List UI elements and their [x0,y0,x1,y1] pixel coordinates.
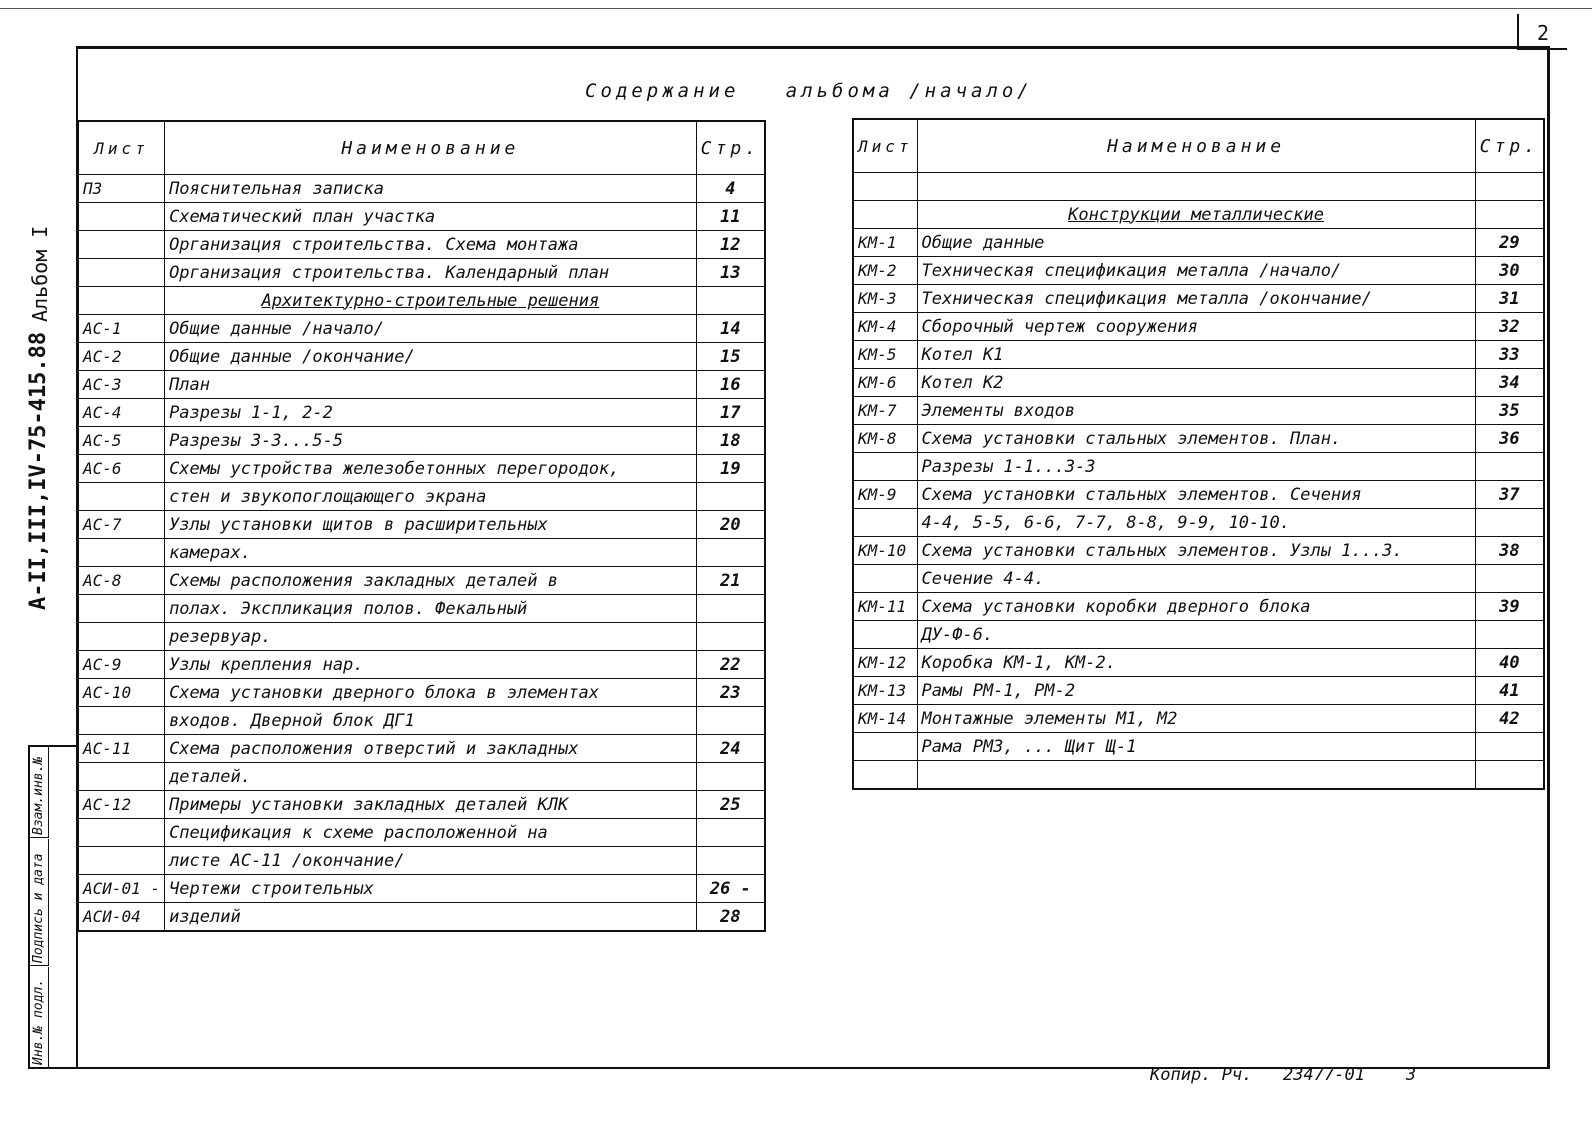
row-name: Схемы расположения закладных деталей в [165,567,697,595]
row-sheet: АС-10 [78,679,165,707]
row-sheet: АС-3 [78,371,165,399]
table-row [853,537,1544,565]
row-sheet: АС-2 [78,343,165,371]
row-sheet: КМ-12 [853,649,917,677]
table-row [78,399,765,427]
row-page: 32 [1475,313,1544,341]
footer-copy-number: Копир. Рч. 23477-01 3 [1150,1065,1417,1085]
row-name: Разрезы 3-3...5-5 [165,427,697,455]
row-sheet: АС-5 [78,427,165,455]
row-name: Схематический план участка [165,203,697,231]
row-page [1475,621,1544,649]
table-row [78,203,765,231]
row-sheet [78,259,165,287]
row-sheet: КМ-9 [853,481,917,509]
row-name: Сборочный чертеж сооружения [917,313,1475,341]
table-row [853,397,1544,425]
table-row [853,257,1544,285]
table-row [78,791,765,819]
row-sheet: КМ-2 [853,257,917,285]
row-name: Организация строительства. Календарный план [165,259,697,287]
row-page: 22 [696,651,765,679]
row-name: Элементы входов [917,397,1475,425]
table-row [853,425,1544,453]
table-row [78,259,765,287]
row-name: Общие данные /начало/ [165,315,697,343]
row-sheet [853,565,917,593]
table-row [853,621,1544,649]
row-sheet: АС-12 [78,791,165,819]
row-page [1475,173,1544,201]
row-name [917,173,1475,201]
row-page [1475,733,1544,761]
col-sheet: Лист [78,121,165,175]
row-sheet [78,763,165,791]
row-name: Схемы устройства железобетонных перегородок, [165,455,697,483]
row-page: 19 [696,455,765,483]
table-row [78,175,765,203]
row-name: Схема установки дверного блока в элементах [165,679,697,707]
table-row [853,593,1544,621]
row-sheet [78,595,165,623]
row-page: 13 [696,259,765,287]
row-sheet: АСИ-04 [78,903,165,932]
row-page: 23 [696,679,765,707]
col-name: Наименование [165,121,697,175]
row-name: листе АС-11 /окончание/ [165,847,697,875]
row-sheet: АС-11 [78,735,165,763]
row-sheet: АС-8 [78,567,165,595]
row-sheet [853,201,917,229]
col-name: Наименование [917,119,1475,173]
row-page [696,595,765,623]
row-sheet: КМ-3 [853,285,917,313]
table-row [78,903,765,932]
row-page [696,539,765,567]
row-sheet [78,203,165,231]
table-row [853,509,1544,537]
side-stamp [28,745,76,1069]
row-sheet: КМ-8 [853,425,917,453]
row-name: Сечение 4-4. [917,565,1475,593]
row-page: 26 - [696,875,765,903]
row-sheet [853,453,917,481]
table-row [78,511,765,539]
row-page: 14 [696,315,765,343]
row-sheet: АСИ-01 - [78,875,165,903]
row-sheet [78,231,165,259]
table-row [78,707,765,735]
row-name: Схема расположения отверстий и закладных [165,735,697,763]
stamp-vzam: Взам.инв.№ [31,756,46,835]
table-row [78,623,765,651]
table-row [853,229,1544,257]
row-name: входов. Дверной блок ДГ1 [165,707,697,735]
table-row [78,567,765,595]
table-row [853,481,1544,509]
row-page: 30 [1475,257,1544,285]
table-row [853,201,1544,229]
row-sheet [78,819,165,847]
table-row [853,341,1544,369]
row-name: Разрезы 1-1...3-3 [917,453,1475,481]
row-sheet: АС-4 [78,399,165,427]
row-sheet [78,707,165,735]
row-page: 34 [1475,369,1544,397]
row-name: Схема установки стальных элементов. Узлы 1...3. [917,537,1475,565]
col-page: Стр. [696,121,765,175]
row-sheet: КМ-10 [853,537,917,565]
row-page: 41 [1475,677,1544,705]
row-name: Архитектурно-строительные решения [165,287,697,315]
row-page [696,847,765,875]
contents-table-right [852,118,1545,790]
row-name: Коробка КМ-1, КМ-2. [917,649,1475,677]
table-row [853,313,1544,341]
table-row [78,875,765,903]
table-row [853,285,1544,313]
row-name: ДУ-Ф-6. [917,621,1475,649]
table-row [78,343,765,371]
row-sheet [853,509,917,537]
row-sheet [78,847,165,875]
table-row [78,371,765,399]
document-code: А-II,III,IV-75-415.88 [26,331,51,610]
row-name: Котел К1 [917,341,1475,369]
row-page [696,483,765,511]
row-page [696,287,765,315]
table-row [78,483,765,511]
row-sheet [78,539,165,567]
row-page: 17 [696,399,765,427]
row-sheet [78,623,165,651]
row-page [1475,761,1544,790]
row-sheet [78,483,165,511]
table-row [853,705,1544,733]
row-name: Конструкции металлические [917,201,1475,229]
row-page: 16 [696,371,765,399]
col-page: Стр. [1475,119,1544,173]
row-page: 37 [1475,481,1544,509]
row-name: Разрезы 1-1, 2-2 [165,399,697,427]
row-page: 21 [696,567,765,595]
row-page: 42 [1475,705,1544,733]
top-border-line [0,8,1592,9]
row-page [1475,509,1544,537]
page-number: 2 [1517,14,1567,50]
row-name: 4-4, 5-5, 6-6, 7-7, 8-8, 9-9, 10-10. [917,509,1475,537]
row-page [1475,453,1544,481]
row-sheet [853,733,917,761]
row-sheet: АС-9 [78,651,165,679]
table-row [853,649,1544,677]
row-sheet: КМ-7 [853,397,917,425]
row-name: Техническая спецификация металла /начало/ [917,257,1475,285]
row-page: 36 [1475,425,1544,453]
row-name: Схема установки коробки дверного блока [917,593,1475,621]
album-label: Альбом I [28,225,52,322]
table-row [78,231,765,259]
row-sheet [78,287,165,315]
row-page: 33 [1475,341,1544,369]
row-page: 40 [1475,649,1544,677]
row-name: изделий [165,903,697,932]
row-page [1475,201,1544,229]
row-page: 11 [696,203,765,231]
row-page: 12 [696,231,765,259]
row-sheet: АС-1 [78,315,165,343]
row-name: Техническая спецификация металла /окончание/ [917,285,1475,313]
table-row [853,733,1544,761]
contents-table-left [77,120,766,932]
table-row [853,565,1544,593]
row-sheet: КМ-11 [853,593,917,621]
row-name [917,761,1475,790]
row-name: деталей. [165,763,697,791]
table-row [78,847,765,875]
row-name: Общие данные /окончание/ [165,343,697,371]
row-name: Рамы РМ-1, РМ-2 [917,677,1475,705]
row-name: Общие данные [917,229,1475,257]
row-page: 4 [696,175,765,203]
row-sheet: КМ-1 [853,229,917,257]
row-sheet: КМ-14 [853,705,917,733]
row-name: Схема установки стальных элементов. Сечения [917,481,1475,509]
table-row [78,595,765,623]
table-row [78,315,765,343]
row-sheet: АС-6 [78,455,165,483]
row-page: 31 [1475,285,1544,313]
row-page: 39 [1475,593,1544,621]
row-page: 24 [696,735,765,763]
row-name: Организация строительства. Схема монтажа [165,231,697,259]
row-page: 20 [696,511,765,539]
row-page: 28 [696,903,765,932]
row-name: Схема установки стальных элементов. План. [917,425,1475,453]
row-name: стен и звукопоглощающего экрана [165,483,697,511]
row-name: Узлы крепления нар. [165,651,697,679]
row-sheet: КМ-4 [853,313,917,341]
table-row [78,455,765,483]
row-name: План [165,371,697,399]
row-sheet: КМ-5 [853,341,917,369]
table-row [78,539,765,567]
stamp-podpis: Подпись и дата [31,853,46,963]
row-sheet [853,621,917,649]
col-sheet: Лист [853,119,917,173]
stamp-inv-podl: Инв.№ подл. [31,978,46,1065]
row-page [696,623,765,651]
row-name: полах. Экспликация полов. Фекальный [165,595,697,623]
row-sheet: АС-7 [78,511,165,539]
row-name: Котел К2 [917,369,1475,397]
row-name: Пояснительная записка [165,175,697,203]
row-page: 25 [696,791,765,819]
row-sheet: ПЗ [78,175,165,203]
row-page: 35 [1475,397,1544,425]
row-page: 29 [1475,229,1544,257]
table-row [78,819,765,847]
table-row [78,735,765,763]
row-page [696,819,765,847]
row-name: Рама РМ3, ... Щит Щ-1 [917,733,1475,761]
table-row [78,679,765,707]
row-name: Узлы установки щитов в расширительных [165,511,697,539]
row-name: резервуар. [165,623,697,651]
table-row [853,453,1544,481]
row-sheet [853,173,917,201]
row-page: 38 [1475,537,1544,565]
table-row [78,651,765,679]
row-name: камерах. [165,539,697,567]
row-sheet: КМ-6 [853,369,917,397]
row-page [696,763,765,791]
row-name: Примеры установки закладных деталей КЛК [165,791,697,819]
row-page [696,707,765,735]
row-page: 15 [696,343,765,371]
row-page [1475,565,1544,593]
table-row [78,287,765,315]
table-row [78,763,765,791]
row-name: Чертежи строительных [165,875,697,903]
row-sheet: КМ-13 [853,677,917,705]
table-row [853,761,1544,790]
row-sheet [853,761,917,790]
table-row [853,677,1544,705]
row-name: Монтажные элементы М1, М2 [917,705,1475,733]
table-row [853,173,1544,201]
row-name: Спецификация к схеме расположенной на [165,819,697,847]
row-page: 18 [696,427,765,455]
table-row [853,369,1544,397]
table-row [78,427,765,455]
page-title: Содержание альбома /начало/ [585,80,1033,102]
